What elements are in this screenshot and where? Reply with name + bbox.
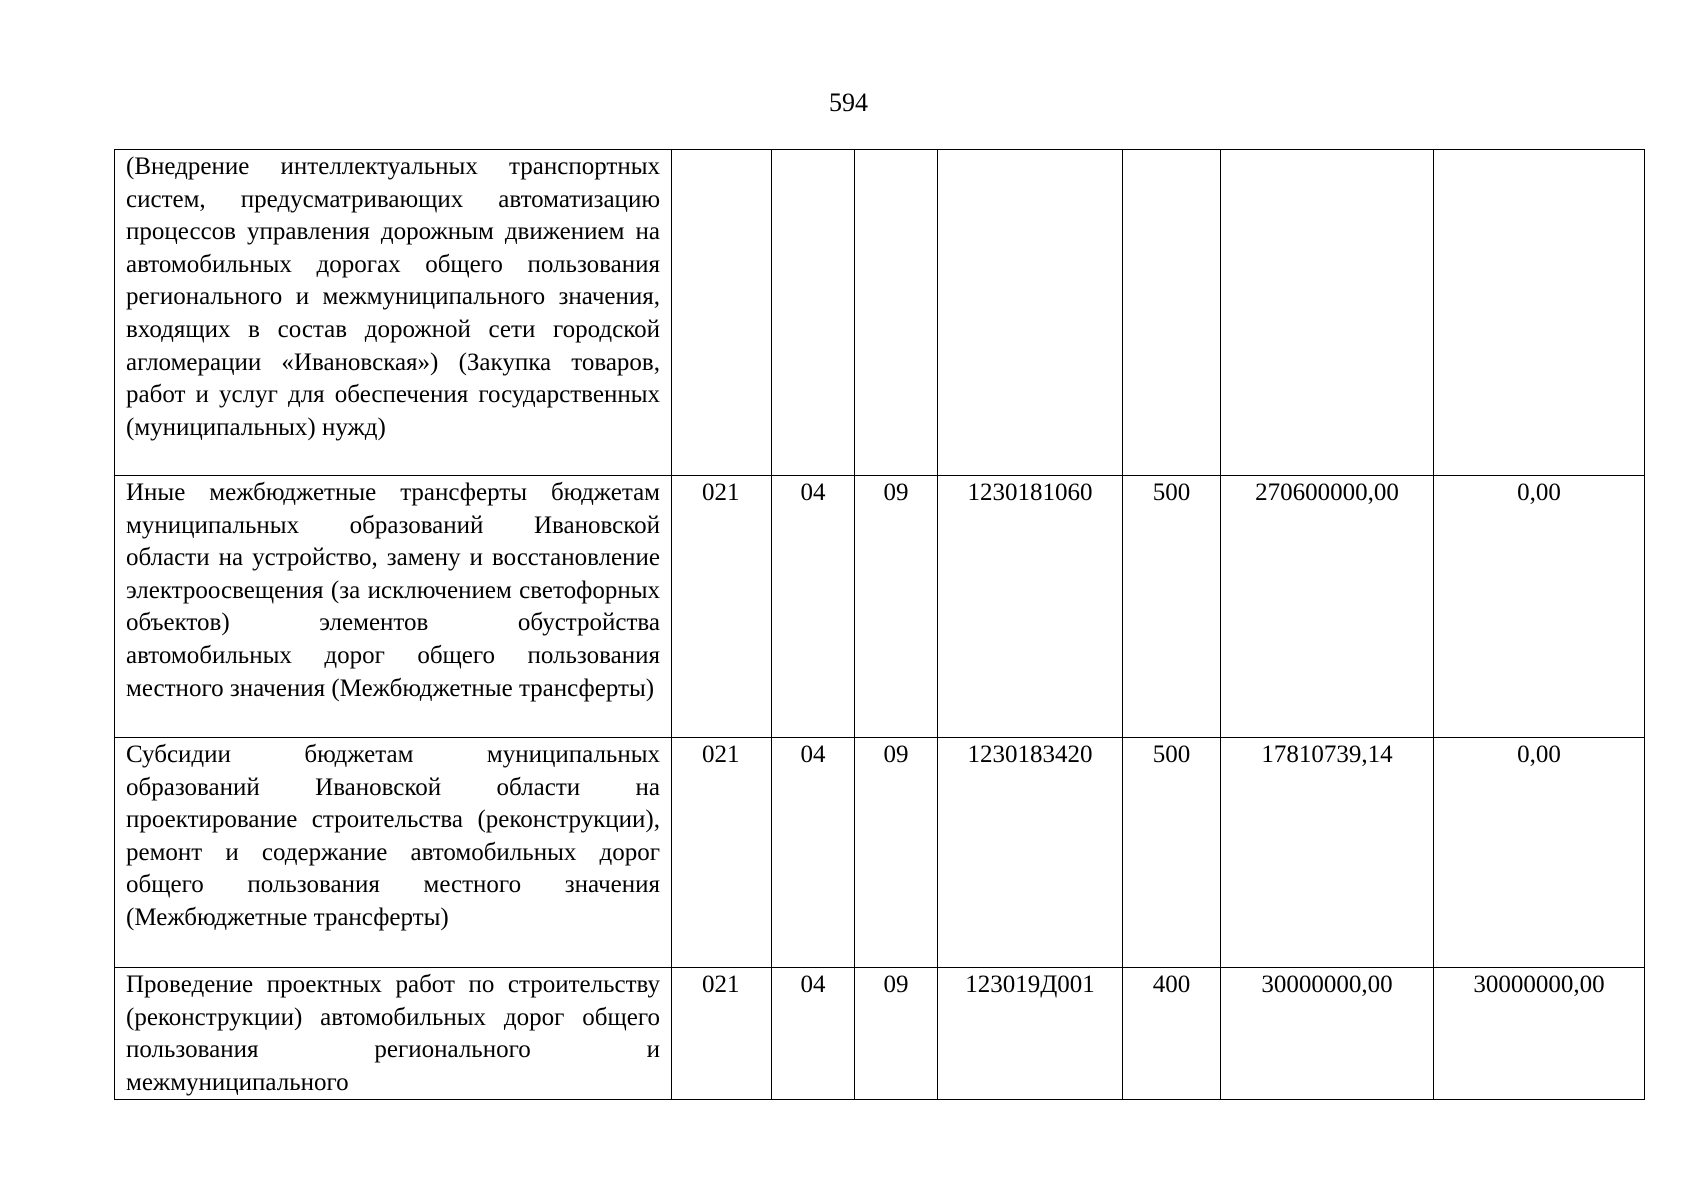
cell-amount-2: 0,00 bbox=[1434, 476, 1645, 738]
cell-subsection: 09 bbox=[855, 738, 938, 968]
cell-section: 04 bbox=[772, 738, 855, 968]
cell-target-article: 1230181060 bbox=[938, 476, 1123, 738]
table-row bbox=[115, 476, 1645, 738]
cell-dept-code bbox=[672, 150, 772, 476]
cell-amount-2: 0,00 bbox=[1434, 738, 1645, 968]
row-description: Субсидии бюджетам муниципальных образований Ивановской области на проектирование строительства (реконструкции), ремонт и содержание автомобильных дорог общего пользования местного значения (Межбюджетные трансферты) bbox=[115, 738, 672, 968]
page-number: 594 bbox=[829, 88, 868, 117]
cell-expense-type: 500 bbox=[1123, 476, 1221, 738]
cell-target-article bbox=[938, 150, 1123, 476]
cell-dept-code: 021 bbox=[672, 968, 772, 1100]
cell-subsection: 09 bbox=[855, 968, 938, 1100]
cell-amount-1: 270600000,00 bbox=[1221, 476, 1434, 738]
cell-subsection: 09 bbox=[855, 476, 938, 738]
cell-section: 04 bbox=[772, 968, 855, 1100]
cell-dept-code: 021 bbox=[672, 476, 772, 738]
cell-expense-type bbox=[1123, 150, 1221, 476]
table-row bbox=[115, 150, 1645, 476]
cell-target-article: 1230183420 bbox=[938, 738, 1123, 968]
cell-dept-code: 021 bbox=[672, 738, 772, 968]
table-row bbox=[115, 968, 1645, 1100]
cell-section: 04 bbox=[772, 476, 855, 738]
cell-amount-2 bbox=[1434, 150, 1645, 476]
cell-amount-1 bbox=[1221, 150, 1434, 476]
row-description: Проведение проектных работ по строительству (реконструкции) автомобильных дорог общего пользования регионального и межмуниципального bbox=[115, 968, 672, 1100]
cell-target-article: 123019Д001 bbox=[938, 968, 1123, 1100]
cell-expense-type: 400 bbox=[1123, 968, 1221, 1100]
cell-subsection bbox=[855, 150, 938, 476]
row-description: Иные межбюджетные трансферты бюджетам муниципальных образований Ивановской области на устройство, замену и восстановление электроосвещения (за исключением светофорных объектов) элементов обустройства автомобильных дорог общего пользования местного значения (Межбюджетные трансферты) bbox=[115, 476, 672, 738]
cell-section bbox=[772, 150, 855, 476]
cell-expense-type: 500 bbox=[1123, 738, 1221, 968]
budget-table bbox=[114, 149, 1645, 1100]
cell-amount-2: 30000000,00 bbox=[1434, 968, 1645, 1100]
cell-amount-1: 17810739,14 bbox=[1221, 738, 1434, 968]
cell-amount-1: 30000000,00 bbox=[1221, 968, 1434, 1100]
table-row bbox=[115, 738, 1645, 968]
row-description: (Внедрение интеллектуальных транспортных систем, предусматривающих автоматизацию процессов управления дорожным движением на автомобильных дорогах общего пользования регионального и межмуниципального значения, входящих в состав дорожной сети городской агломерации «Ивановская») (Закупка товаров, работ и услуг для обеспечения государственных (муниципальных) нужд) bbox=[115, 150, 672, 476]
